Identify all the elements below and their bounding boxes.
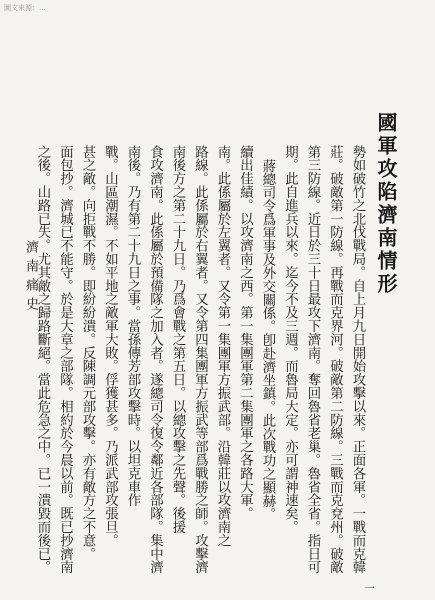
- watermark: 圖文來源：...: [4, 4, 46, 12]
- text-column: 勢如破竹之北伐戰局。自上月九日開始攻擊以來。正面各軍。一戰而克韓: [350, 145, 365, 574]
- text-column: 南後。乃有第二十九日之事。當孫傳芳部攻擊時。以坦克車作: [125, 145, 140, 507]
- text-column: 南。此係屬於左翼者。又令第一集團軍方振武部。沿韓莊以攻濟南之: [215, 145, 230, 547]
- running-title: 濟南痛史: [23, 240, 38, 316]
- text-column: 蔣總司令爲軍事及外交關係。卽赴濟坐鎮。此次戰功之顯赫。: [260, 159, 275, 521]
- text-column: 第三防線。近日於三十日最攻下濟南。奪回魯省老巢。魯省全省。指日可: [305, 145, 320, 574]
- article-title: 國軍攻陷濟南情形: [374, 112, 398, 296]
- text-column: 甚之敵。向拒戰不勝。即紛紛潰。反陳調元部攻擊。亦有敵方之不意。: [80, 145, 95, 561]
- page-number: 一: [364, 582, 375, 595]
- text-column: 戰。山區潮濕。不如平地之敵軍大敗。俘獲甚多。乃派武部攻張旦。: [102, 145, 118, 547]
- text-column: 莊。破敵第一防線。再戰而克界河。破敵第二防線。三戰而克兗州。破敵: [327, 145, 343, 574]
- text-column: 路線。此係屬於右翼者。又令第四集團軍方振武等部爲戰勝之師。攻擊濟: [192, 145, 208, 574]
- text-column: 面包抄。濟城已不能守。於是大章之部隊。相約於今晨以前。既已抄濟南: [57, 145, 73, 574]
- text-column: 之後。山路已失。尤其敵之歸路斷絕。當此危急之中。已一潰毀而後已。: [35, 145, 50, 574]
- text-column: 續出佳績。以攻濟南之西。第一集團軍第二集團軍之各路大軍。: [237, 145, 253, 521]
- text-column: 南後方之第二十九日。乃爲會戰之第五日。以總攻擊之先聲。後援: [170, 145, 185, 534]
- text-column: 期。此自進兵以來。迄今不及三週。而魯局大定。亦可謂神速矣。: [282, 145, 298, 534]
- article-body: [35, 145, 368, 574]
- text-column: 食攻濟南。此係屬於預備隊之加入者。遂總司令復令鄰近各部隊。集中濟: [147, 145, 163, 574]
